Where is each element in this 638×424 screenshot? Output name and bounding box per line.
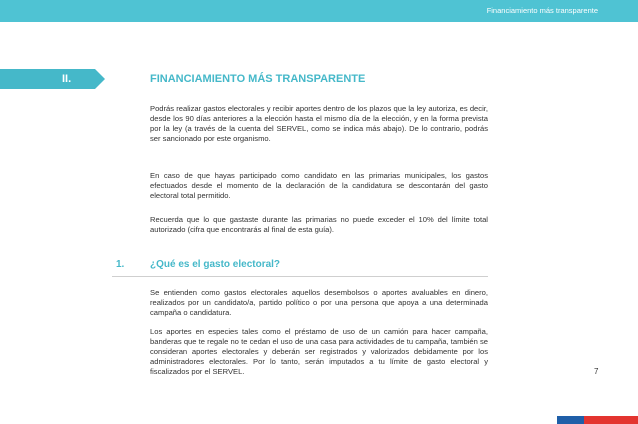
subsection-paragraph-1: Se entienden como gastos electorales aquellos desembolsos o aportes avaluables en dinero, realizados por un candidato/a, partido político o por una persona que apoya a una determinada campaña o candidatura.: [150, 288, 488, 317]
running-title: Financiamiento más transparente: [486, 6, 598, 15]
section-paragraph-1: Podrás realizar gastos electorales y recibir aportes dentro de los plazos que la ley autoriza, es decir, desde los 90 días anteriores a la elección hasta el mismo día de la elección, y en la forma prevista por la ley (a través de la cuenta del SERVEL, como se indica más abajo). De lo contrario, podrás ser sancionado por este organismo.: [150, 104, 488, 143]
band-arrow-icon: [95, 69, 105, 89]
subsection-paragraph-2: Los aportes en especies tales como el préstamo de uso de un camión para hacer campaña, banderas que te regale no te cedan el uso de una casa para actividades de tu campaña, también se consideran aportes electorales y deberán ser registrados y valorizados debidamente por los administradores electorales. Por lo tanto, serán imputados a tu límite de gasto electoral y fiscalizados por el SERVEL.: [150, 327, 488, 376]
subsection-number: 1.: [116, 259, 125, 270]
header-bar: [0, 0, 638, 22]
section-paragraph-3: Recuerda que lo que gastaste durante las primarias no puede exceder el 10% del límite total autorizado (cifra que encontrarás al final de esta guía).: [150, 215, 488, 234]
subsection-divider: [112, 276, 488, 277]
subsection-title: ¿Qué es el gasto electoral?: [150, 259, 281, 270]
flag-blue-segment: [557, 416, 584, 424]
section-number: II.: [62, 73, 72, 85]
flag-red-segment: [584, 416, 638, 424]
page-number: 7: [594, 367, 599, 376]
section-paragraph-2: En caso de que hayas participado como candidato en las primarias municipales, los gastos efectuados desde el momento de la declaración de la candidatura se descontarán del gasto electoral total permitido.: [150, 171, 488, 200]
section-number-band: [0, 69, 95, 89]
flag-stripe: [557, 416, 638, 424]
section-title: FINANCIAMIENTO MÁS TRANSPARENTE: [150, 73, 366, 85]
